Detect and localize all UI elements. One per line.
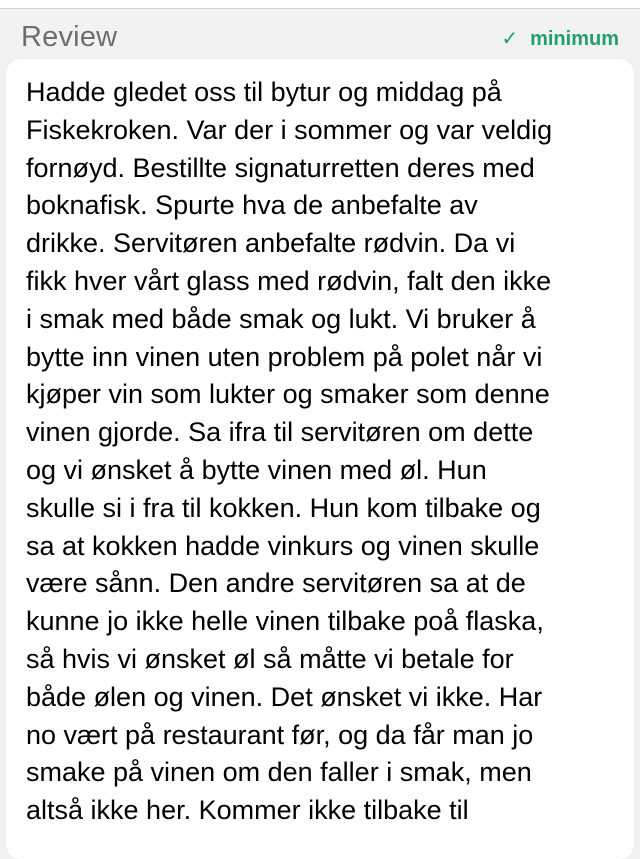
review-line: no vært på restaurant før, og da får man jo — [26, 719, 534, 750]
review-line: drikke. Servitøren anbefalte rødvin. Da vi — [26, 228, 516, 259]
review-line: sa at kokken hadde vinkurs og vinen skulle — [26, 530, 540, 561]
review-line: kjøper vin som lukter og smaker som denne — [26, 379, 550, 410]
review-line: fikk hver vårt glass med rødvin, falt den ikke — [26, 265, 552, 296]
review-line: altså ikke her. Kommer ikke tilbake til — [26, 795, 469, 826]
top-divider — [0, 0, 640, 9]
review-line: Fiskekroken. Var der i sommer og var veldig — [26, 114, 553, 145]
check-icon: ✓ — [501, 28, 519, 50]
review-line: vinen gjorde. Sa ifra til servitøren om dette — [26, 417, 534, 448]
review-line: kunne jo ikke helle vinen tilbake poå flaska, — [26, 606, 544, 637]
review-line: og vi ønsket å bytte vinen med øl. Hun — [26, 454, 487, 485]
review-header — [0, 9, 640, 59]
section-title: Review — [21, 21, 118, 53]
review-line: fornøyd. Bestillte signaturretten deres med — [26, 152, 535, 183]
review-line: så hvis vi ønsket øl så måtte vi betale for — [26, 643, 514, 674]
review-line: boknafisk. Spurte hva de anbefalte av — [26, 190, 478, 221]
review-line: både ølen og vinen. Det ønsket vi ikke. Har — [26, 681, 543, 712]
review-card — [6, 59, 634, 859]
review-line: bytte inn vinen uten problem på polet når vi — [26, 341, 543, 372]
review-line: være sånn. Den andre servitøren sa at de — [26, 568, 526, 599]
review-line: i smak med både smak og lukt. Vi bruker å — [26, 303, 536, 334]
status-badge — [501, 27, 619, 51]
status-label: minimum — [530, 28, 619, 50]
review-line: Hadde gledet oss til bytur og middag på — [26, 77, 502, 107]
review-text — [26, 74, 626, 830]
review-line: skulle si i fra til kokken. Hun kom tilbake og — [26, 492, 541, 523]
review-line: smake på vinen om den faller i smak, men — [26, 757, 532, 788]
